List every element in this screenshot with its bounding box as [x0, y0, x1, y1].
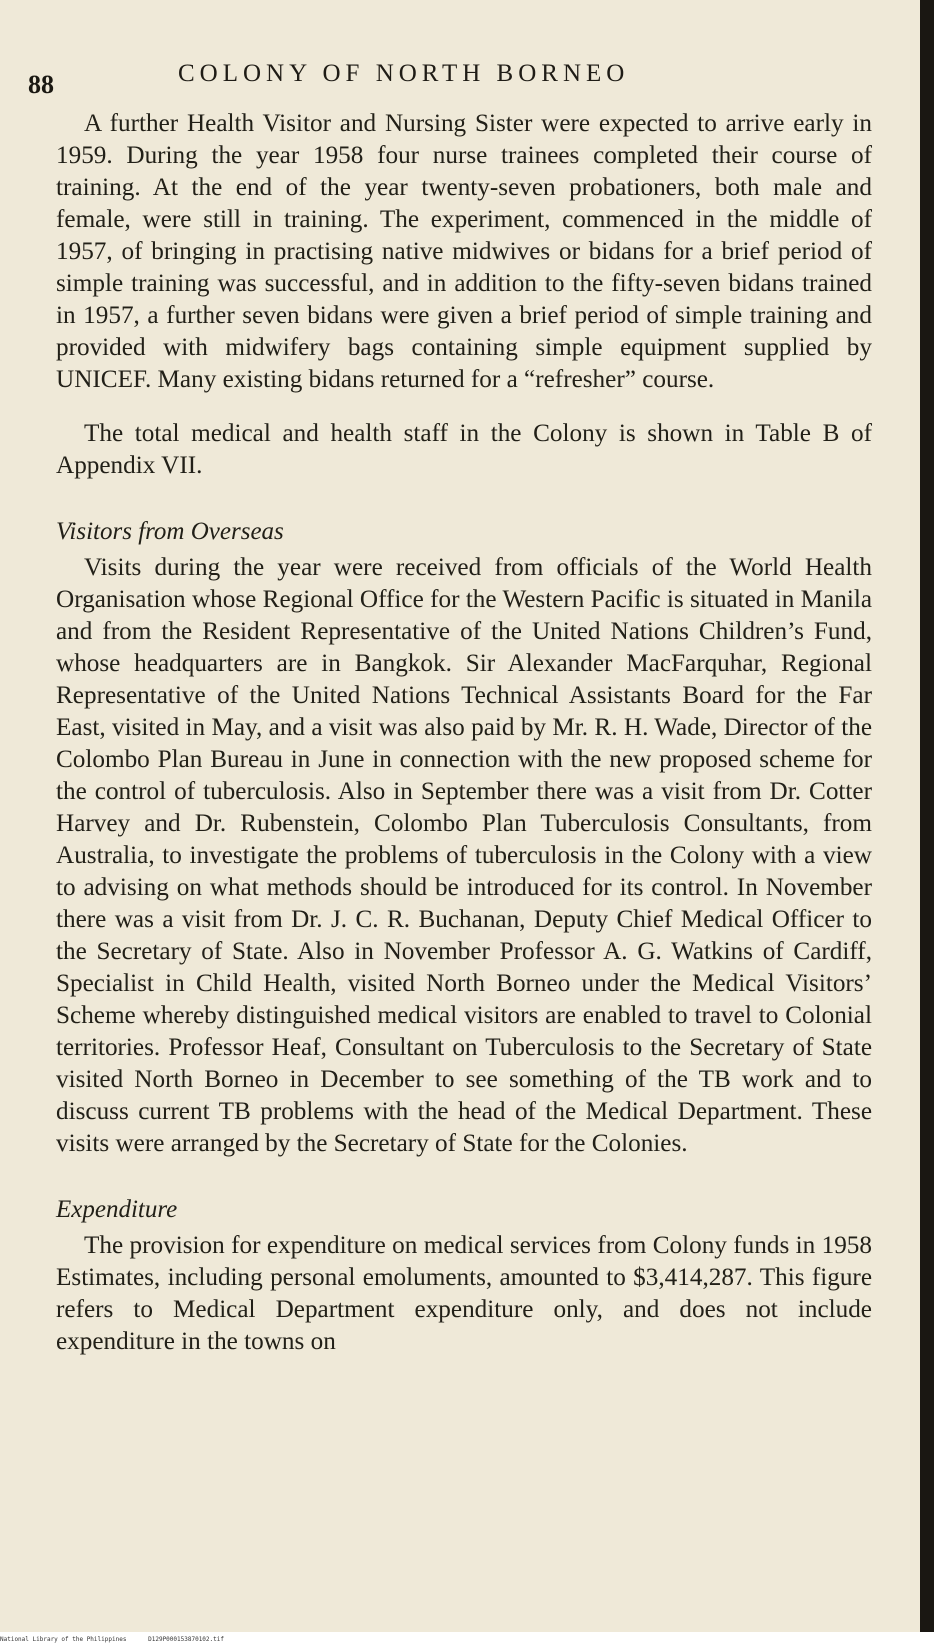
page-number: 88 [28, 70, 54, 99]
scan-footer [0, 1636, 224, 1643]
footer-library: National Library of the Philippines [0, 1636, 127, 1643]
paragraph-visitors: Visits during the year were received from officials of the World Health Organisation whose Regional Office for the Western Pacific is situated in Manila and from the Resident Representative of the United Nations Children’s Fund, whose headquarters are in Bangkok. Sir Alexander MacFarquhar, Regional Representative of the United Nations Technical Assistants Board for the Far East, visited in May, and a visit was also paid by Mr. R. H. Wade, Director of the Colombo Plan Bureau in June in connection with the new proposed scheme for the control of tuberculosis. Also in September there was a visit from Dr. Cotter Harvey and Dr. Rubenstein, Colombo Plan Tuberculosis Consultants, from Australia, to investigate the problems of tuberculosis in the Colony with a view to advising on what methods should be introduced for its control. In November there was a visit from Dr. J. C. R. Buchanan, Deputy Chief Medical Officer to the Secretary of State. Also in November Professor A. G. Watkins of Cardiff, Specialist in Child Health, visited North Borneo under the Medical Visitors’ Scheme whereby distinguished medical visitors are enabled to travel to Colonial territories. Professor Heaf, Consultant on Tuberculosis to the Secretary of State visited North Borneo in December to see something of the TB work and to discuss current TB problems with the head of the Medical Department. These visits were arranged by the Secretary of State for the Colonies. [56, 554, 872, 1157]
footer-file-id: D129P000153870102.tif [148, 1636, 224, 1643]
heading-expenditure: Expenditure [56, 1196, 178, 1223]
book-spine-edge [920, 0, 934, 1632]
running-title: COLONY OF NORTH BORNEO [178, 60, 630, 87]
heading-visitors-from-overseas: Visitors from Overseas [56, 518, 284, 545]
page-header [28, 60, 888, 110]
paragraph-expenditure: The provision for expenditure on medical services from Colony funds in 1958 Estimates, including personal emoluments, amounted to $3,414,287. This figure refers to Medical Department expenditure only, and does not include expenditure in the towns on [56, 1232, 872, 1355]
paragraph-nursing-training: A further Health Visitor and Nursing Sister were expected to arrive early in 1959. During the year 1958 four nurse trainees completed their course of training. At the end of the year twenty-seven probationers, both male and female, were still in training. The experiment, commenced in the middle of 1957, of bringing in practising native midwives or bidans for a brief period of simple training was successful, and in addition to the fifty-seven bidans trained in 1957, a further seven bidans were given a brief period of simple training and provided with midwifery bags containing simple equipment supplied by UNICEF. Many existing bidans returned for a “refresher” course. [56, 110, 872, 393]
body-text [56, 108, 872, 1380]
paragraph-staff-table: The total medical and health staff in the Colony is shown in Table B of Appendix VII. [56, 420, 872, 479]
